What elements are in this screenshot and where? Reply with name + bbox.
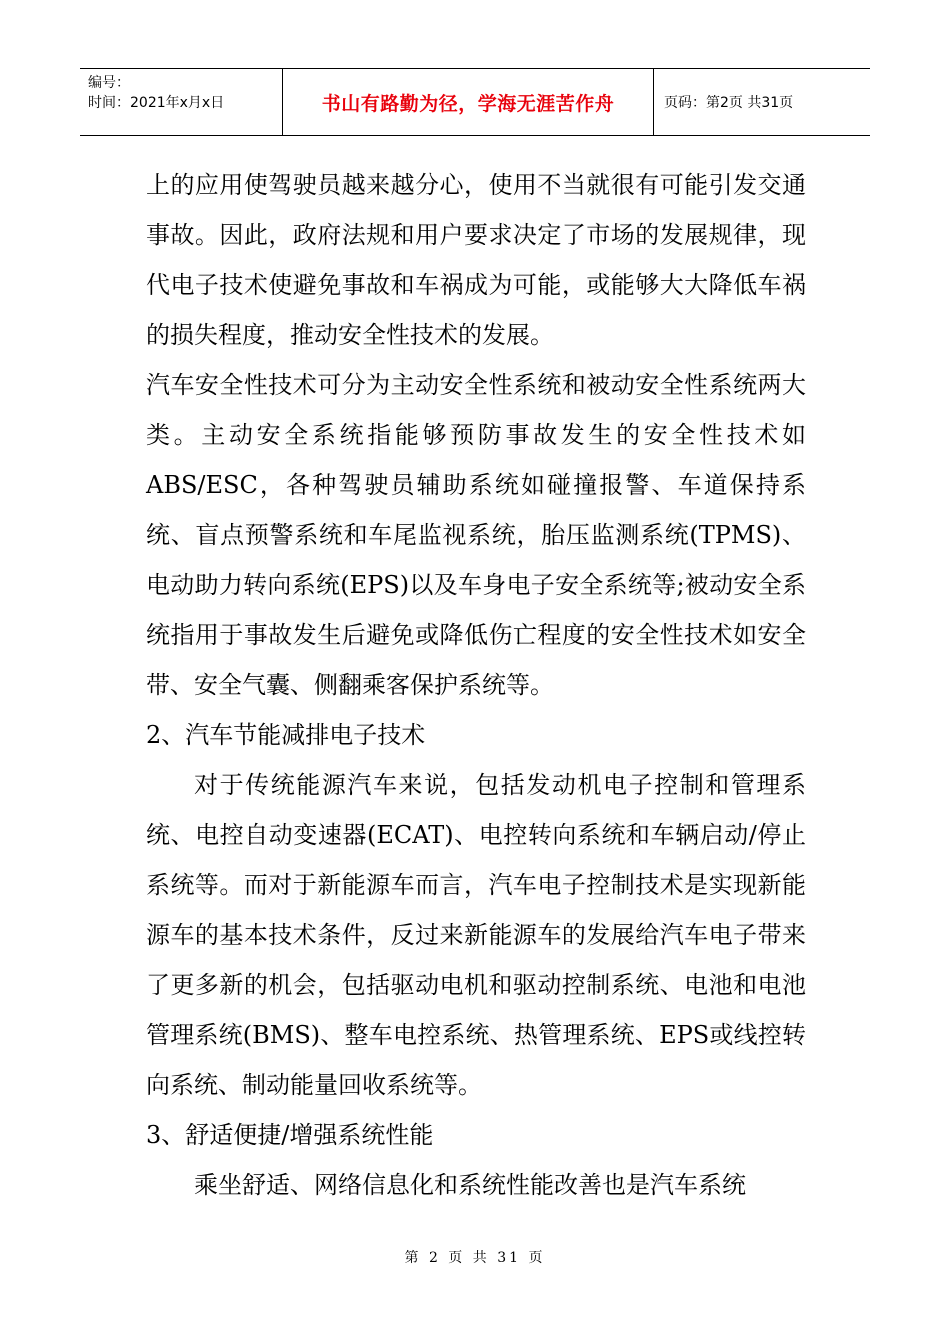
page-footer: 第 2 页 共 31 页 — [404, 1250, 546, 1266]
page-header — [80, 68, 870, 136]
document-body — [146, 160, 806, 1210]
header-meta — [80, 69, 282, 135]
body-paragraph: 汽车安全性技术可分为主动安全性系统和被动安全性系统两大类。主动安全系统指能够预防事故发生的安全性技术如ABS/ESC，各种驾驶员辅助系统如碰撞报警、车道保持系统、盲点预警系统和车尾监视系统，胎压监测系统(TPMS)、电动助力转向系统(EPS)以及车身电子安全系统等;被动安全系统指用于事故发生后避免或降低伤亡程度的安全性技术如安全带、安全气囊、侧翻乘客保护系统等。 — [146, 371, 806, 699]
header-motto: 书山有路勤为径，学海无涯苦作舟 — [282, 69, 654, 135]
section-heading: 2、汽车节能减排电子技术 — [146, 721, 426, 749]
body-paragraph: 上的应用使驾驶员越来越分心，使用不当就很有可能引发交通事故。因此，政府法规和用户要求决定了市场的发展规律，现代电子技术使避免事故和车祸成为可能，或能够大大降低车祸的损失程度，推动安全性技术的发展。 — [146, 171, 806, 349]
section-heading: 3、舒适便捷/增强系统性能 — [146, 1121, 434, 1149]
header-page-info: 页码：第2页 共31页 — [664, 95, 794, 111]
document-number-label: 编号： — [88, 75, 130, 91]
body-paragraph: 乘坐舒适、网络信息化和系统性能改善也是汽车系统 — [194, 1171, 746, 1199]
document-time: 时间：2021年x月x日 — [88, 95, 225, 111]
body-paragraph: 对于传统能源汽车来说，包括发动机电子控制和管理系统、电控自动变速器(ECAT)、电控转向系统和车辆启动/停止系统等。而对于新能源车而言，汽车电子控制技术是实现新能源车的基本技术条件，反过来新能源车的发展给汽车电子带来了更多新的机会，包括驱动电机和驱动控制系统、电池和电池管理系统(BMS)、整车电控系统、热管理系统、EPS或线控转向系统、制动能量回收系统等。 — [146, 771, 806, 1099]
